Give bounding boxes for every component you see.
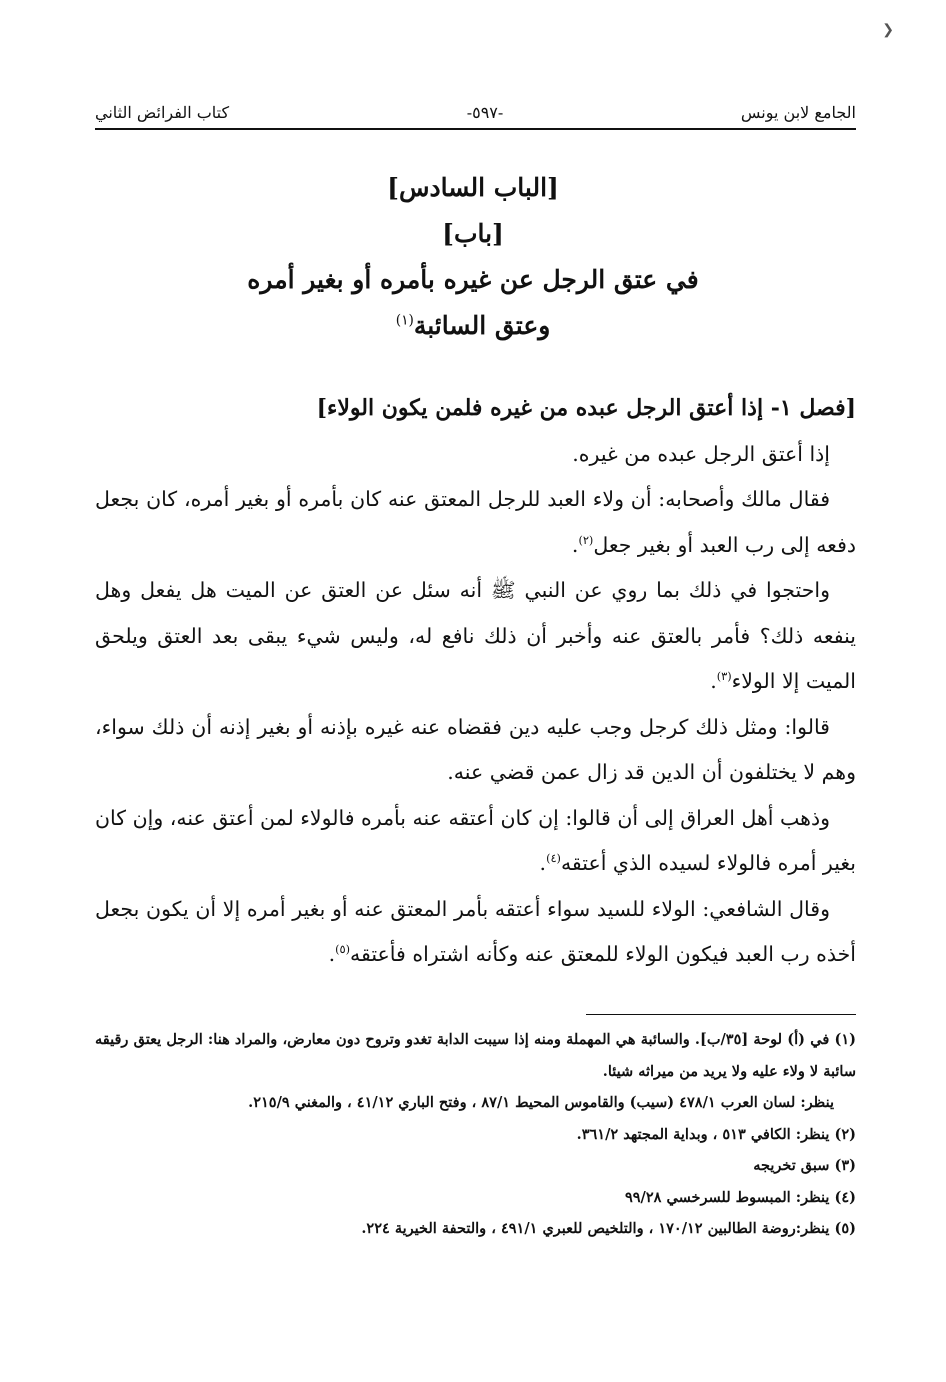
footnote-ref-4: (٤)	[546, 852, 561, 866]
paragraph-5: وذهب أهل العراق إلى أن قالوا: إن كان أعتقه عنه بأمره فالولاء لمن أعتق عنه، وإن كان بغير أمره فالولاء لسيده الذي أعتقه$^{(٤)}$.	[95, 805, 856, 875]
header-divider	[95, 128, 856, 130]
page-header	[95, 98, 856, 126]
bab-heading: [باب]	[442, 219, 504, 248]
header-book-title: الجامع لابن يونس	[740, 102, 856, 122]
footnotes	[95, 1024, 856, 1245]
paragraph-6: وقال الشافعي: الولاء للسيد سواء أعتقه بأمر المعتق عنه أو بغير أمره إلا أن يكون بجعل أخذه رب العبد فيكون الولاء للمعتق عنه وكأنه اشتراه فأعتقه$^{(٥)}$.	[95, 896, 856, 966]
footnote-ref-2: (٢)	[578, 533, 594, 547]
main-text	[95, 386, 856, 978]
footnote-ref-3: (٣)	[716, 670, 732, 684]
footnote-2: (٢) ينظر: الكافي ٥١٣ ، وبداية المجتهد ٣٦١/٢.	[576, 1125, 856, 1143]
paragraph-3: واحتجوا في ذلك بما روي عن النبي ﷺ أنه سئل عن العتق عن الميت هل يفعل وهل ينفعه ذلك؟ فأمر بالعتق عنه وأخبر أن ذلك نافع له، وليس شيء يبقى بعد العتق ويلحق الميت إلا الولاء$^{(٣)}$.	[95, 578, 856, 693]
footnote-ref-1: (١)	[395, 312, 414, 329]
footnote-5: (٥) ينظر:روضة الطالبين ١٧٠/١٢ ، والتلخيص للعبري ٤٩١/١ ، والتحفة الخيرية ٢٢٤.	[361, 1220, 856, 1237]
chapter-title-line-2	[0, 303, 946, 349]
paragraph-3-text: واحتجوا في ذلك بما روي عن النبي ﷺ أنه سئل عن العتق عن الميت هل يفعل وهل ينفعه ذلك؟ فأمر بالعتق عنه وأخبر أن ذلك نافع له، وليس شيء يبقى بعد العتق ويلحق الميت إلا الولاء	[95, 578, 856, 693]
chapter-heading: [الباب السادس]	[387, 173, 559, 202]
footnote-divider	[586, 1014, 856, 1015]
header-book-section: كتاب الفرائض الثاني	[95, 102, 230, 122]
paragraph-5-text: وذهب أهل العراق إلى أن قالوا: إن كان أعتقه عنه بأمره فالولاء لمن أعتق عنه، وإن كان بغير أمره فالولاء لسيده الذي أعتقه	[95, 805, 856, 875]
paragraph-2: فقال مالك وأصحابه: أن ولاء العبد للرجل المعتق عنه كان بأمره أو بغير أمره، كان بجعل دفعه إلى رب العبد أو بغير جعل$^{(٢)}$.	[95, 487, 856, 557]
footnote-3: (٣) سبق تخريجه	[753, 1157, 856, 1174]
footnote-1: (١) في (أ) لوحة [٣٥/ب]. والسائبة هي المهملة ومنه إذا سيبت الدابة تغدو وتروح دون معارض، والمراد هنا: الرجل يعتق رقيقه سائبة لا ولاء عليه ولا يريد من ميراثه شيئا.	[95, 1031, 856, 1080]
chapter-titles	[0, 165, 946, 349]
chapter-title-line-1: في عتق الرجل عن غيره بأمره أو بغير أمره	[247, 265, 699, 294]
section-heading: [فصل ١- إذا أعتق الرجل عبده من غيره فلمن يكون الولاء]	[316, 395, 856, 421]
corner-mark-icon: ❯	[882, 22, 894, 38]
footnote-1-sources: ينظر: لسان العرب ٤٧٨/١ (سيب) والقاموس المحيط ٨٧/١ ، وفتح الباري ٤١/١٢ ، والمغني ٢١٥/٩.	[248, 1094, 834, 1111]
chapter-title-line-2-text: وعتق السائبة	[413, 311, 551, 340]
paragraph-1: إذا أعتق الرجل عبده من غيره.	[572, 441, 830, 466]
footnote-4: (٤) ينظر: المبسوط للسرخسي ٩٩/٢٨	[624, 1188, 856, 1206]
paragraph-2-text: فقال مالك وأصحابه: أن ولاء العبد للرجل المعتق عنه كان بأمره أو بغير أمره، كان بجعل دفعه إلى رب العبد أو بغير جعل	[95, 487, 856, 557]
paragraph-4: قالوا: ومثل ذلك كرجل وجب عليه دين فقضاه عنه غيره بإذنه أو بغير إذنه أن ذلك سواء، وهم لا يختلفون أن الدين قد زال عمن قضي عنه.	[95, 714, 856, 784]
footnote-ref-5: (٥)	[335, 943, 350, 957]
paragraph-6-text: وقال الشافعي: الولاء للسيد سواء أعتقه بأمر المعتق عنه أو بغير أمره إلا أن يكون بجعل أخذه رب العبد فيكون الولاء للمعتق عنه وكأنه اشتراه فأعتقه	[95, 896, 856, 966]
page-number: -٥٩٧-	[466, 102, 504, 122]
